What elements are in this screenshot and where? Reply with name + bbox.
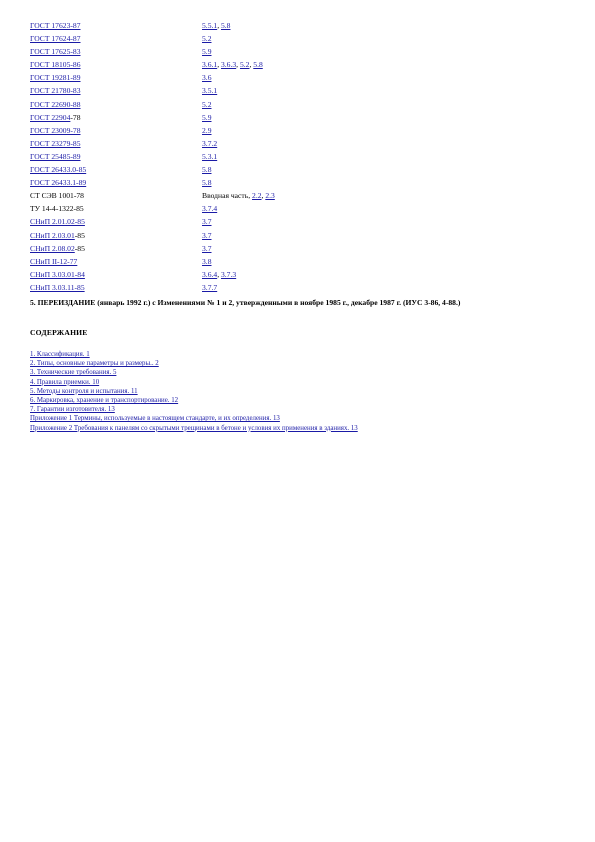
reference-standard-cell [30, 202, 202, 215]
reference-link[interactable]: ГОСТ 22904 [30, 112, 71, 122]
reference-items-cell [202, 242, 275, 255]
toc-item [30, 350, 358, 359]
reference-standard-cell [30, 98, 202, 111]
reference-items-cell [202, 202, 275, 215]
reference-items-cell [202, 124, 275, 137]
reference-link[interactable]: 5.8 [253, 60, 263, 70]
reference-row [30, 71, 275, 84]
reference-items-cell [202, 45, 275, 58]
reference-link[interactable]: ГОСТ 18105-86 [30, 60, 81, 70]
reference-text: ТУ 14-4-1322-85 [30, 204, 84, 214]
reference-text: , [217, 60, 221, 70]
reference-items-cell [202, 71, 275, 84]
reference-link[interactable]: 5.2 [202, 99, 212, 109]
reference-standard-cell [30, 19, 202, 32]
reference-link[interactable]: 3.8 [202, 256, 212, 266]
reference-link[interactable]: СНиП 3.03.11-85 [30, 282, 85, 292]
reference-text: , [236, 60, 240, 70]
toc-item [30, 368, 358, 377]
reference-row [30, 229, 275, 242]
toc-link[interactable]: 3. Технические требования. 5 [30, 369, 117, 377]
reference-text: -85 [74, 230, 85, 240]
toc-item [30, 424, 358, 433]
reference-link[interactable]: 5.8 [202, 178, 212, 188]
reference-standard-cell [30, 45, 202, 58]
reference-standard-cell [30, 255, 202, 268]
reference-standard-cell [30, 176, 202, 189]
reference-text: , [249, 60, 254, 70]
reference-link[interactable]: 5.3.1 [202, 151, 218, 161]
reference-standard-cell [30, 58, 202, 71]
reference-row [30, 255, 275, 268]
reference-link[interactable]: 3.6.3 [220, 60, 237, 70]
toc-item [30, 387, 358, 396]
reference-items-cell [202, 176, 275, 189]
reference-items-cell [202, 255, 275, 268]
toc-link[interactable]: 7. Гарантии изготовителя. 13 [30, 406, 115, 414]
reference-row [30, 163, 275, 176]
reference-standard-cell [30, 32, 202, 45]
reference-items-cell [202, 281, 275, 294]
reference-link[interactable]: 3.7.3 [220, 269, 237, 279]
reference-link[interactable]: ГОСТ 23009-78 [30, 125, 81, 135]
reference-standard-cell [30, 137, 202, 150]
reference-link[interactable]: 3.7.7 [202, 282, 218, 292]
reference-row [30, 150, 275, 163]
reference-row [30, 202, 275, 215]
reference-text: , [261, 191, 266, 201]
reference-items-cell [202, 229, 275, 242]
toc-link[interactable]: Приложение 1 Термины, используемые в настоящем стандарте, и их определения. 13 [30, 415, 280, 423]
reference-items-cell [202, 163, 275, 176]
reference-link[interactable]: ГОСТ 19281-89 [30, 73, 81, 83]
reference-link[interactable]: 5.8 [220, 21, 231, 30]
reference-link[interactable]: 5.9 [202, 112, 212, 122]
reference-items-cell [202, 111, 275, 124]
reference-row [30, 111, 275, 124]
reference-row [30, 84, 275, 97]
reference-row [30, 215, 275, 228]
reference-link[interactable]: 3.6 [202, 73, 212, 83]
reference-link[interactable]: ГОСТ 21780-83 [30, 86, 81, 96]
reference-link[interactable]: ГОСТ 22690-88 [30, 99, 81, 109]
reference-link[interactable]: СНиП 2.08.02 [30, 243, 75, 253]
reference-text: , [217, 269, 221, 279]
toc-item [30, 359, 358, 368]
reference-items-cell [202, 58, 275, 71]
toc-item [30, 405, 358, 414]
toc-item [30, 414, 358, 423]
reference-items-cell [202, 215, 275, 228]
reference-items-cell [202, 98, 275, 111]
reference-standard-cell [30, 268, 202, 281]
reference-link[interactable]: СНиП II-12-77 [30, 256, 78, 266]
reference-row [30, 268, 275, 281]
reference-row [30, 58, 275, 71]
reference-text: -78 [70, 112, 81, 122]
reference-items-cell [202, 137, 275, 150]
reference-link[interactable]: 3.7 [202, 243, 212, 253]
reference-link[interactable]: 3.7.4 [202, 204, 218, 214]
reference-link[interactable]: 3.6.1 [202, 60, 218, 70]
reference-text: -85 [74, 243, 85, 253]
reference-link[interactable]: 5.9 [202, 47, 212, 57]
reference-standard-cell [30, 84, 202, 97]
reference-standard-cell [30, 163, 202, 176]
reissue-note: 5. ПЕРЕИЗДАНИЕ (январь 1992 г.) с Изменениями № 1 и 2, утвержденными в ноябре 1985 г., декабре 1987 г. (ИУС 3-86, 4-88.) [30, 298, 461, 307]
reference-table [30, 19, 275, 294]
reference-row [30, 124, 275, 137]
table-of-contents [30, 350, 358, 433]
reference-standard-cell [30, 281, 202, 294]
reference-text: , [217, 21, 221, 30]
reference-row [30, 98, 275, 111]
reference-link[interactable]: 2.9 [202, 125, 212, 135]
toc-link[interactable]: 5. Методы контроля и испытания. 11 [30, 387, 138, 395]
reference-row [30, 45, 275, 58]
reference-link[interactable]: ГОСТ 26433.1-89 [30, 178, 87, 188]
reference-standard-cell [30, 150, 202, 163]
reference-standard-cell [30, 229, 202, 242]
reference-standard-cell [30, 71, 202, 84]
reference-items-cell [202, 189, 275, 202]
reference-link[interactable]: СНиП 2.03.01 [30, 230, 75, 240]
reference-items-cell [202, 150, 275, 163]
toc-item [30, 396, 358, 405]
reference-row [30, 242, 275, 255]
reference-link[interactable]: ГОСТ 25485-89 [30, 151, 81, 161]
reference-link[interactable]: 3.7 [202, 217, 212, 227]
reference-link[interactable]: 3.5.1 [202, 86, 218, 96]
toc-item [30, 378, 358, 387]
reference-standard-cell [30, 242, 202, 255]
reference-link[interactable]: 5.8 [202, 165, 212, 175]
toc-link[interactable]: 1. Классификация. 1 [30, 351, 90, 358]
reference-standard-cell [30, 124, 202, 137]
reference-row [30, 281, 275, 294]
reference-link[interactable]: ГОСТ 26433.0-85 [30, 165, 87, 175]
toc-link[interactable]: Приложение 2 Требования к панелям со скрытыми трещинами в бетоне и условия их применения в зданиях. 13 [30, 424, 358, 432]
reference-link[interactable]: 2.3 [265, 191, 275, 201]
reference-link[interactable]: 5.2 [239, 60, 250, 70]
reference-items-cell [202, 84, 275, 97]
reference-link[interactable]: СНиП 2.01.02-85 [30, 217, 85, 227]
reference-row [30, 19, 275, 32]
reference-link[interactable]: 2.2 [252, 191, 262, 201]
reference-table-body [30, 19, 275, 294]
reference-row [30, 137, 275, 150]
toc-link[interactable]: 2. Типы, основные параметры и размеры.. 2 [30, 360, 159, 368]
reference-link[interactable]: 3.7.2 [202, 138, 218, 148]
reference-text: СТ СЭВ 1001-78 [30, 191, 84, 201]
reference-text: Вводная часть, [202, 191, 253, 201]
reference-row [30, 176, 275, 189]
reference-standard-cell [30, 215, 202, 228]
reference-items-cell [202, 268, 275, 281]
reference-items-cell [202, 19, 275, 32]
reference-link[interactable]: 5.5.1 [202, 21, 218, 30]
reference-link[interactable]: 5.2 [202, 34, 212, 44]
reference-link[interactable]: ГОСТ 23279-85 [30, 138, 81, 148]
reference-link[interactable]: ГОСТ 17624-87 [30, 34, 81, 44]
reference-link[interactable]: ГОСТ 17625-83 [30, 47, 81, 57]
reference-link[interactable]: 3.7 [202, 230, 212, 240]
contents-title: СОДЕРЖАНИЕ [30, 328, 88, 337]
reference-standard-cell [30, 111, 202, 124]
reference-items-cell [202, 32, 275, 45]
reference-row [30, 189, 275, 202]
reference-standard-cell [30, 189, 202, 202]
toc-link[interactable]: 4. Правила приемки. 10 [30, 378, 100, 386]
reference-link[interactable]: СНиП 3.03.01-84 [30, 269, 85, 279]
toc-link[interactable]: 6. Маркировка, хранение и транспортирование. 12 [30, 397, 179, 405]
reference-link[interactable]: 3.6.4 [202, 269, 218, 279]
reference-row [30, 32, 275, 45]
reference-link[interactable]: ГОСТ 17623-87 [30, 21, 81, 30]
